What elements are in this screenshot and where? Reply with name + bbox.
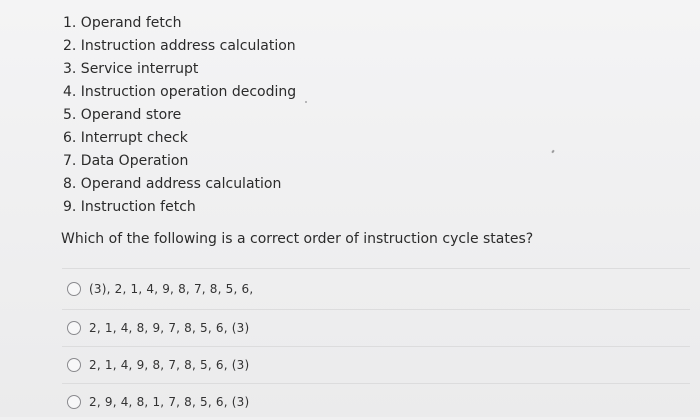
stray-mark — [551, 150, 554, 154]
radio-button[interactable] — [67, 282, 81, 296]
step-item: 3. Service interrupt — [63, 61, 199, 77]
step-item: 5. Operand store — [63, 107, 182, 123]
step-item: 2. Instruction address calculation — [63, 38, 296, 54]
step-item: 6. Interrupt check — [63, 130, 188, 146]
answer-option-3[interactable] — [62, 346, 690, 383]
step-item: 9. Instruction fetch — [63, 199, 196, 215]
answer-option-4[interactable] — [62, 383, 690, 420]
answer-option-label: 2, 1, 4, 8, 9, 7, 8, 5, 6, (3) — [89, 321, 250, 335]
step-item: 8. Operand address calculation — [63, 176, 282, 192]
answer-option-1[interactable] — [62, 268, 690, 309]
step-item: 1. Operand fetch — [63, 15, 182, 31]
stray-mark — [305, 101, 307, 103]
answer-option-label: 2, 9, 4, 8, 1, 7, 8, 5, 6, (3) — [89, 395, 250, 409]
step-item: 7. Data Operation — [63, 153, 189, 169]
radio-button[interactable] — [67, 395, 81, 409]
answer-option-label: 2, 1, 4, 9, 8, 7, 8, 5, 6, (3) — [89, 358, 250, 372]
step-item: 4. Instruction operation decoding — [63, 84, 297, 100]
radio-button[interactable] — [67, 358, 81, 372]
radio-button[interactable] — [67, 321, 81, 335]
answer-option-2[interactable] — [62, 309, 690, 346]
instruction-steps-list — [63, 12, 296, 219]
answer-option-label: (3), 2, 1, 4, 9, 8, 7, 8, 5, 6, — [89, 282, 254, 296]
question-text: Which of the following is a correct order of instruction cycle states? — [61, 231, 534, 247]
answer-options — [62, 268, 690, 420]
